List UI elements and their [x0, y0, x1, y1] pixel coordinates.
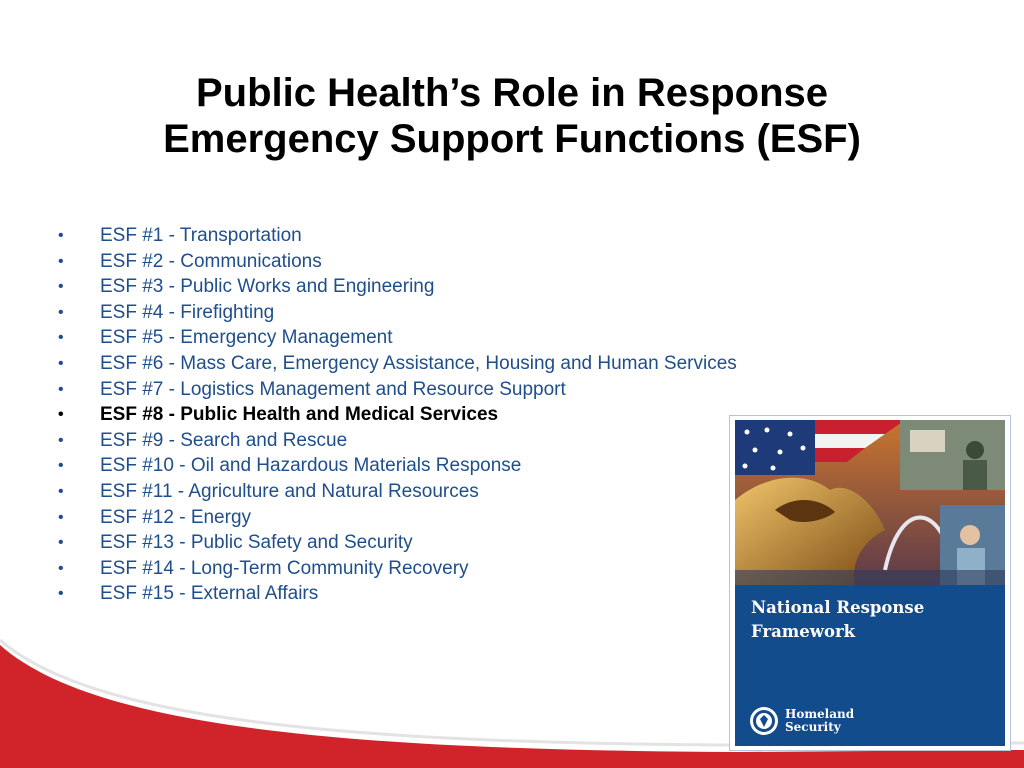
bullet-icon: •	[58, 252, 64, 270]
bullet-icon: •	[58, 406, 64, 424]
esf-item-label: ESF #14 - Long-Term Community Recovery	[100, 557, 469, 579]
esf-item-label: ESF #8 - Public Health and Medical Services	[100, 404, 499, 426]
agency-name-line-1: Homeland	[785, 707, 855, 721]
esf-item-label: ESF #13 - Public Safety and Security	[100, 532, 413, 554]
cover-title-line-2: Framework	[751, 622, 856, 641]
bullet-icon: •	[58, 329, 64, 347]
dhs-seal-icon	[749, 706, 779, 736]
cover-title	[751, 596, 924, 644]
esf-item-label: ESF #3 - Public Works and Engineering	[100, 276, 435, 298]
esf-item-label: ESF #6 - Mass Care, Emergency Assistance, Housing and Human Services	[100, 352, 737, 374]
bullet-icon: •	[58, 354, 64, 372]
bullet-icon: •	[58, 278, 64, 296]
esf-item-9	[58, 428, 818, 454]
bullet-icon: •	[58, 585, 64, 603]
esf-item-label: ESF #10 - Oil and Hazardous Materials Response	[100, 455, 522, 477]
bullet-icon: •	[58, 534, 64, 552]
esf-item-13	[58, 530, 818, 556]
esf-item-14	[58, 556, 818, 582]
esf-item-label: ESF #4 - Firefighting	[100, 301, 275, 323]
esf-item-label: ESF #11 - Agriculture and Natural Resources	[100, 480, 479, 502]
esf-item-4	[58, 300, 818, 326]
bullet-icon: •	[58, 559, 64, 577]
bullet-icon: •	[58, 508, 64, 526]
esf-item-label: ESF #9 - Search and Rescue	[100, 429, 348, 451]
esf-item-12	[58, 505, 818, 531]
cover-title-line-1: National Response	[751, 598, 925, 617]
esf-item-6	[58, 351, 818, 377]
slide-title-line-1: Public Health’s Role in Response	[196, 71, 828, 115]
esf-item-label: ESF #15 - External Affairs	[100, 583, 319, 605]
esf-item-10	[58, 453, 818, 479]
esf-item-7	[58, 377, 818, 403]
nrf-cover-image	[730, 416, 1010, 750]
cover-panel	[735, 420, 1005, 746]
bullet-icon: •	[58, 227, 64, 244]
esf-list	[58, 223, 818, 607]
bullet-icon: •	[58, 431, 64, 449]
esf-item-11	[58, 479, 818, 505]
esf-item-label: ESF #5 - Emergency Management	[100, 327, 393, 349]
esf-item-3	[58, 274, 818, 300]
agency-name	[785, 708, 854, 734]
esf-item-5	[58, 325, 818, 351]
esf-item-label: ESF #7 - Logistics Management and Resource Support	[100, 378, 566, 400]
esf-item-label: ESF #2 - Communications	[100, 250, 322, 272]
slide-title-line-2: Emergency Support Functions (ESF)	[163, 117, 861, 161]
esf-item-label: ESF #12 - Energy	[100, 506, 252, 528]
esf-item-1	[58, 223, 818, 249]
bullet-icon: •	[58, 303, 64, 321]
slide-title	[0, 70, 1024, 162]
photo-collage-image	[735, 420, 1005, 585]
bullet-icon: •	[58, 457, 64, 475]
bullet-icon: •	[58, 380, 64, 398]
agency-name-line-2: Security	[785, 720, 841, 734]
esf-item-label: ESF #1 - Transportation	[100, 225, 302, 246]
esf-item-2	[58, 249, 818, 275]
esf-item-8-highlighted	[58, 402, 818, 428]
bullet-icon: •	[58, 482, 64, 500]
